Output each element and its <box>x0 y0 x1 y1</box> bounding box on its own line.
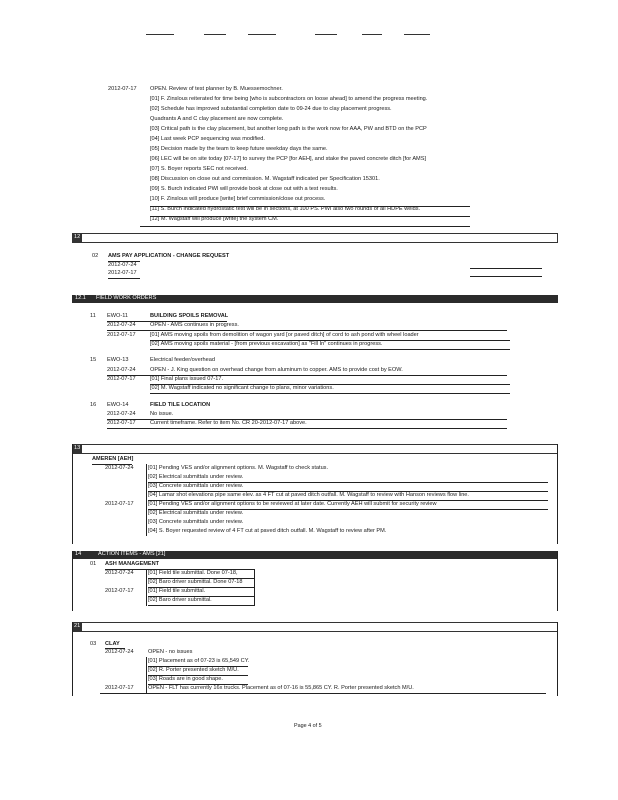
row-rule <box>100 693 546 694</box>
entry-date: 2012-07-24 <box>105 570 134 576</box>
item-number: 01 <box>90 561 97 567</box>
entry-text: [02] R. Porter presented sketch M/U. <box>148 667 239 673</box>
entry-text: [01] Field tile submittal. Done 07-18, <box>148 570 238 576</box>
section-number: 12.1 <box>75 295 86 301</box>
item-title: AMS PAY APPLICATION - CHANGE REQUEST <box>108 253 230 259</box>
row-rule <box>107 428 507 429</box>
row-rule <box>148 500 548 501</box>
entry-date: 2012-07-17 <box>107 420 136 426</box>
entry-text: [03] Concrete submittals under review. <box>148 483 244 489</box>
section-title: FIELD WORK ORDERS <box>96 295 157 301</box>
row-rule <box>108 278 140 279</box>
row-rule <box>107 375 507 376</box>
entry-text: [01] Field tile submittal. <box>148 588 206 594</box>
header-rule-2 <box>204 34 226 35</box>
minutes-line: [03] Critical path is the clay placement, but another long path is the work now for AAA, PW and BTD on the PCP <box>150 126 427 132</box>
entry-text: [02] Baro driver submittal. Done 07-18 <box>148 579 243 585</box>
order-title: Electrical feeder/overhead <box>150 357 215 363</box>
row-rule <box>148 596 254 597</box>
row-rule <box>148 482 548 483</box>
item-number: 11 <box>90 313 96 319</box>
entry-date: 2012-07-24 <box>105 649 134 655</box>
header-rule-5 <box>362 34 382 35</box>
entry-date: 2012-07-24 <box>105 465 134 471</box>
entry-date: 2012-07-17 <box>105 685 134 691</box>
row-rule <box>148 587 254 588</box>
section-border <box>72 622 73 696</box>
entry-date: 2012-07-17 <box>108 86 137 92</box>
order-title: FIELD TILE LOCATION <box>150 402 211 408</box>
minutes-line: [06] LEC will be on site today [07-17] to survey the PCP [for AEH], and stake the paved concrete ditch [for AMS] <box>150 156 427 162</box>
minutes-line: [12] M. Wagstaff will produce [write] the system CM. <box>150 216 279 222</box>
entry-date: 2012-07-24 <box>108 262 137 268</box>
row-rule <box>150 384 510 385</box>
entry-text: [02] AMS moving spoils material - [from previous excavation] as "Fill In" continues in progress. <box>150 341 383 347</box>
entry-date: 2012-07-17 <box>108 270 137 276</box>
section-title: ACTION ITEMS - AMS [21] <box>98 551 166 557</box>
order-code: EWO-13 <box>107 357 129 363</box>
section-number: 14 <box>75 551 82 557</box>
entry-date: 2012-07-17 <box>107 376 136 382</box>
entry-text: Current timeframe. Refer to item No. CR 20-2012-07-17 above. <box>150 420 307 426</box>
row-rule <box>150 393 510 394</box>
subhead: AMEREN [AEH] <box>92 456 134 462</box>
header-rule-4 <box>315 34 337 35</box>
row-rule <box>148 509 548 510</box>
entry-text: [01] Placement as of 07-23 is 65,549 CY. <box>148 658 250 664</box>
row-rule <box>150 206 470 207</box>
row-rule <box>150 216 470 217</box>
entry-text: OPEN - AMS continues in progress. <box>150 322 239 328</box>
section-border <box>72 551 73 611</box>
minutes-line: [09] S. Burch indicated PWI will provide book at close out with a test results. <box>150 186 338 192</box>
row-rule <box>148 491 548 492</box>
row-rule <box>148 578 254 579</box>
row-rule <box>107 321 227 322</box>
minutes-line: [04] Last week PCP sequencing was modified. <box>150 136 265 142</box>
entry-text: [02] Electrical submittals under review. <box>148 474 244 480</box>
section-number: 12 <box>74 234 81 240</box>
section-border <box>557 444 558 544</box>
item-number: 03 <box>90 641 97 647</box>
header-rule-3 <box>248 34 276 35</box>
item-title: ASH MANAGEMENT <box>105 561 160 567</box>
minutes-line: [08] Discussion on close out and commission. M. Wagstaff indicated per Specification 15301. <box>150 176 380 182</box>
entry-text: [01] Pending VES and/or alignment options. M. Wagstaff to check status. <box>148 465 329 471</box>
minutes-line: OPEN. Review of test planner by B. Muessemochner. <box>150 86 283 92</box>
section-bar <box>72 233 558 243</box>
item-number: 15 <box>90 357 97 363</box>
entry-text: No issue. <box>150 411 174 417</box>
column-rule <box>254 569 255 606</box>
entry-date: 2012-07-24 <box>107 367 136 373</box>
minutes-line: [05] Decision made by the team to keep future weekday days the same. <box>150 146 328 152</box>
item-number: 02 <box>92 253 99 259</box>
entry-date: 2012-07-17 <box>107 332 136 338</box>
entry-text: [01] AMS moving spoils from demolition of wagon yard [or paved ditch] of cord to ash pond with wheel loader <box>150 332 419 338</box>
entry-date: 2012-07-24 <box>107 322 136 328</box>
entry-date: 2012-07-17 <box>105 588 134 594</box>
minutes-line: [07] S. Boyer reports SEC not received. <box>150 166 248 172</box>
entry-text: OPEN - FLT has currently 16x trucks. Placement as of 07-16 is 55,865 CY. R. Porter presented sketch M/U. <box>148 685 414 691</box>
row-rule <box>148 684 248 685</box>
header-rule-6 <box>404 34 430 35</box>
minutes-line: [10] F. Zinslous will produce [write] brief commission/close out process. <box>150 196 326 202</box>
entry-text: OPEN - J. King question on overhead change from aluminum to copper. AMS to provide cost by EOW. <box>150 367 403 373</box>
order-title: BUILDING SPOILS REMOVAL <box>150 313 229 319</box>
row-rule <box>108 261 140 262</box>
order-code: EWO-11 <box>107 313 129 319</box>
item-title: CLAY <box>105 641 120 647</box>
order-code: EWO-14 <box>107 402 129 408</box>
section-border <box>557 551 558 611</box>
entry-text: [03] Concrete submittals under review. <box>148 519 244 525</box>
row-rule <box>92 464 132 465</box>
column-rule <box>146 464 147 536</box>
column-rule <box>146 569 147 606</box>
section-number: 13 <box>74 445 81 451</box>
entry-text: [01] Pending VES and/or alignment options to be reviewed at later date. Currently AEH will submit for security review <box>148 501 437 507</box>
item-number: 16 <box>90 402 97 408</box>
entry-text: [03] Roads are in good shape. <box>148 676 223 682</box>
column-rule <box>146 657 147 693</box>
row-rule <box>148 666 248 667</box>
entry-text: [01] Final plans issued 07-17. <box>150 376 224 382</box>
section-bar <box>72 551 558 559</box>
section-bar <box>72 444 558 454</box>
row-rule <box>107 330 507 331</box>
entry-text: OPEN - no issues <box>148 649 193 655</box>
row-rule <box>148 675 248 676</box>
entry-text: [02] Electrical submittals under review. <box>148 510 244 516</box>
page-number: Page 4 of 5 <box>294 723 322 729</box>
section-border <box>557 622 558 696</box>
entry-date: 2012-07-17 <box>105 501 134 507</box>
row-rule <box>105 648 125 649</box>
minutes-line: [02] Schedule has improved substantial completion date to 09-24 due to clay placement progress. <box>150 106 392 112</box>
row-rule <box>107 419 507 420</box>
minutes-line: [11] S. Burch indicated hydrostatic test will be in sections, at 100 PS. PWI also two rounds of all HDPE welds. <box>150 206 421 212</box>
entry-text: [02] M. Wagstaff indicated no significant change to plans, minor variations. <box>150 385 334 391</box>
entry-date: 2012-07-24 <box>107 411 136 417</box>
row-rule <box>470 268 542 269</box>
entry-text: [02] Baro driver submittal. <box>148 597 212 603</box>
minutes-line: [01] F. Zinslous reiterated for time being [who is subcontractors on loose ahead] to amend the progress meeting. <box>150 96 428 102</box>
section-bar <box>72 295 558 303</box>
minutes-line: Quadrants A and C clay placement are now complete. <box>150 116 284 122</box>
entry-text: [04] Lamar shot elevations pipe same elev. as 4 FT cut at paved ditch outfall. M. Wagstaff to review with Hanson reviews flow line. <box>148 492 469 498</box>
row-rule <box>150 340 510 341</box>
entry-text: [04] S. Boyer requested review of 4 FT cut at paved ditch outfall. M. Wagstaff to review after PM. <box>148 528 387 534</box>
row-rule <box>148 605 254 606</box>
section-bar <box>72 622 558 632</box>
row-rule <box>105 569 255 570</box>
section-number: 21 <box>74 623 81 629</box>
header-rule-1 <box>146 34 174 35</box>
row-rule <box>140 226 470 227</box>
section-border <box>72 444 73 544</box>
row-rule <box>150 349 510 350</box>
row-rule <box>470 276 542 277</box>
